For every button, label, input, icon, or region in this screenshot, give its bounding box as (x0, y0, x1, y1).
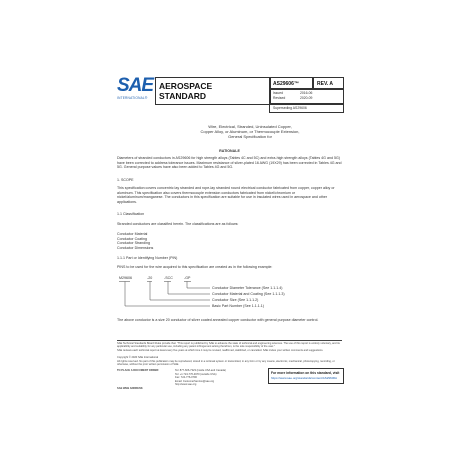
footer-rights: All rights reserved. No part of this publication may be reproduced, stored in a retrieval system or transmitted, in any form or by any means, electronic, mechanical, photocopying, recording, or otherwise, without the prior written permission of SAE. (117, 360, 335, 367)
pin-part-tolerance: -GP (184, 276, 191, 280)
pin-label-tolerance: Conductor Diameter Tolerance (See 1.1.1.4) (212, 286, 283, 290)
superseding-text: Superseding AS29606 (273, 105, 307, 110)
pin-diagram-lines (115, 280, 215, 320)
footer-review: SAE reviews each technical report at least every five years at which time it may be revised, reaffirmed, stabilized, or cancelled. SAE invites your written comments and suggestions. (117, 349, 324, 352)
revision-label: REV. A (317, 81, 334, 87)
order-email[interactable]: Email: CustomerService@sae.org (175, 379, 215, 383)
list-item: Conductor Coating (117, 236, 147, 241)
list-item: Conductor Dimensions (117, 245, 154, 250)
pin-label-basic: Basic Part Number (See 1.1.1.1) (212, 304, 264, 308)
doc-number: AS29606™ (273, 81, 299, 87)
rationale-heading: RATIONALE (219, 149, 240, 153)
document-title-line1: Wire, Electrical, Stranded, Uninsulated Copper, (208, 124, 292, 129)
more-info-box (268, 368, 344, 384)
document-title (160, 124, 340, 139)
standard-title-line1: AEROSPACE (159, 81, 213, 91)
order-tel2: Tel: +1 724-776-4970 (outside USA) (175, 372, 217, 376)
scope-text: This specification covers concentric lay stranded and rope-lay stranded round electrical conductor fabricated from copper, copper alloy or aluminum. This specification also covers thermocouple extension conductors fabricated from nickel/chromium or nickel/aluminum/manganese. The conductors in this specification are suitable for use in insulated wires used in aerospace and other applications. (117, 186, 335, 204)
document-title-line2: Copper Alloy, or Aluminum, or Thermocouple Extension, (200, 129, 300, 134)
footer-copyright: Copyright © 2020 SAE International (117, 356, 159, 359)
document-title-line3: General Specification for (228, 134, 272, 139)
classification-intro: Stranded conductors are classified herein. The classifications are as follows: (117, 222, 239, 226)
issued-label: Issued (273, 91, 283, 95)
more-info-text: For more information on this standard, visit (271, 371, 340, 375)
rationale-text: Diameters of stranded conductors in AS29606 for high strength alloys (Tables 4C and 5C) and extra-high strength alloys (Tables 4G and 5G) have been corrected to address tolerance issues. Maximum resistance of silver-plated 16 AWG (19X29) has been corrected in Tables 4G and 5G. General purpose values have also been added to Tables 4G and 5G. (117, 156, 342, 170)
list-item: Conductor Material (117, 232, 148, 236)
pin-part-base: M29606 (119, 276, 132, 280)
pin-note: The above conductor is a size 20 conductor of silver coated annealed copper conductor with general purpose diameter control. (117, 318, 319, 322)
order-web[interactable]: http://www.sae.org (175, 383, 197, 386)
scope-heading: 1. SCOPE (117, 178, 134, 182)
pin-part-coating: -SCC (164, 276, 173, 280)
web-address-label: SAE WEB ADDRESS: (117, 387, 144, 390)
order-fax: Fax: 724-776-0790 (175, 376, 197, 379)
footer-rules: SAE Technical Standards Board Rules provide that: "This report is published by SAE to advance the state of technical and engineering sciences. The use of this report is entirely voluntary, and its applicability and suitability for any particular use, including any patent infringement arising therefrom, is the sole responsibility of the user." (117, 342, 340, 349)
order-label: TO PLACE A DOCUMENT ORDER: (117, 369, 160, 372)
sae-logo (117, 76, 153, 102)
issued-date: 2016-06 (300, 91, 313, 95)
footer-divider (117, 340, 342, 341)
classification-list (117, 232, 237, 250)
pin-part-size: -20 (147, 276, 153, 280)
more-info-link[interactable]: https://www.sae.org/standards/content/AS29606A (271, 376, 338, 380)
list-item: Conductor Stranding (117, 241, 150, 246)
superseding-box (269, 103, 344, 113)
standard-title-line2: STANDARD (159, 91, 207, 101)
classification-heading: 1.1 Classification (117, 212, 145, 216)
pin-heading: 1.1.1 Part or Identifying Number (PIN) (117, 256, 178, 260)
sae-logo-subtext: INTERNATIONAL® (117, 96, 148, 100)
revised-label: Revised (273, 95, 286, 100)
standard-title-box (155, 77, 271, 105)
sae-logo-text: SAE (117, 75, 154, 96)
pin-label-material: Conductor Material and Coating (See 1.1.1.3) (212, 292, 285, 296)
pin-intro: PINS to be used for the wire acquired to this specification are created as in the following example: (117, 265, 273, 269)
revised-date: 2020-09 (300, 95, 313, 100)
pin-label-size: Conductor Size (See 1.1.1.2) (212, 298, 259, 302)
order-tel1: Tel: 877-606-7323 (inside USA and Canada) (175, 369, 226, 372)
